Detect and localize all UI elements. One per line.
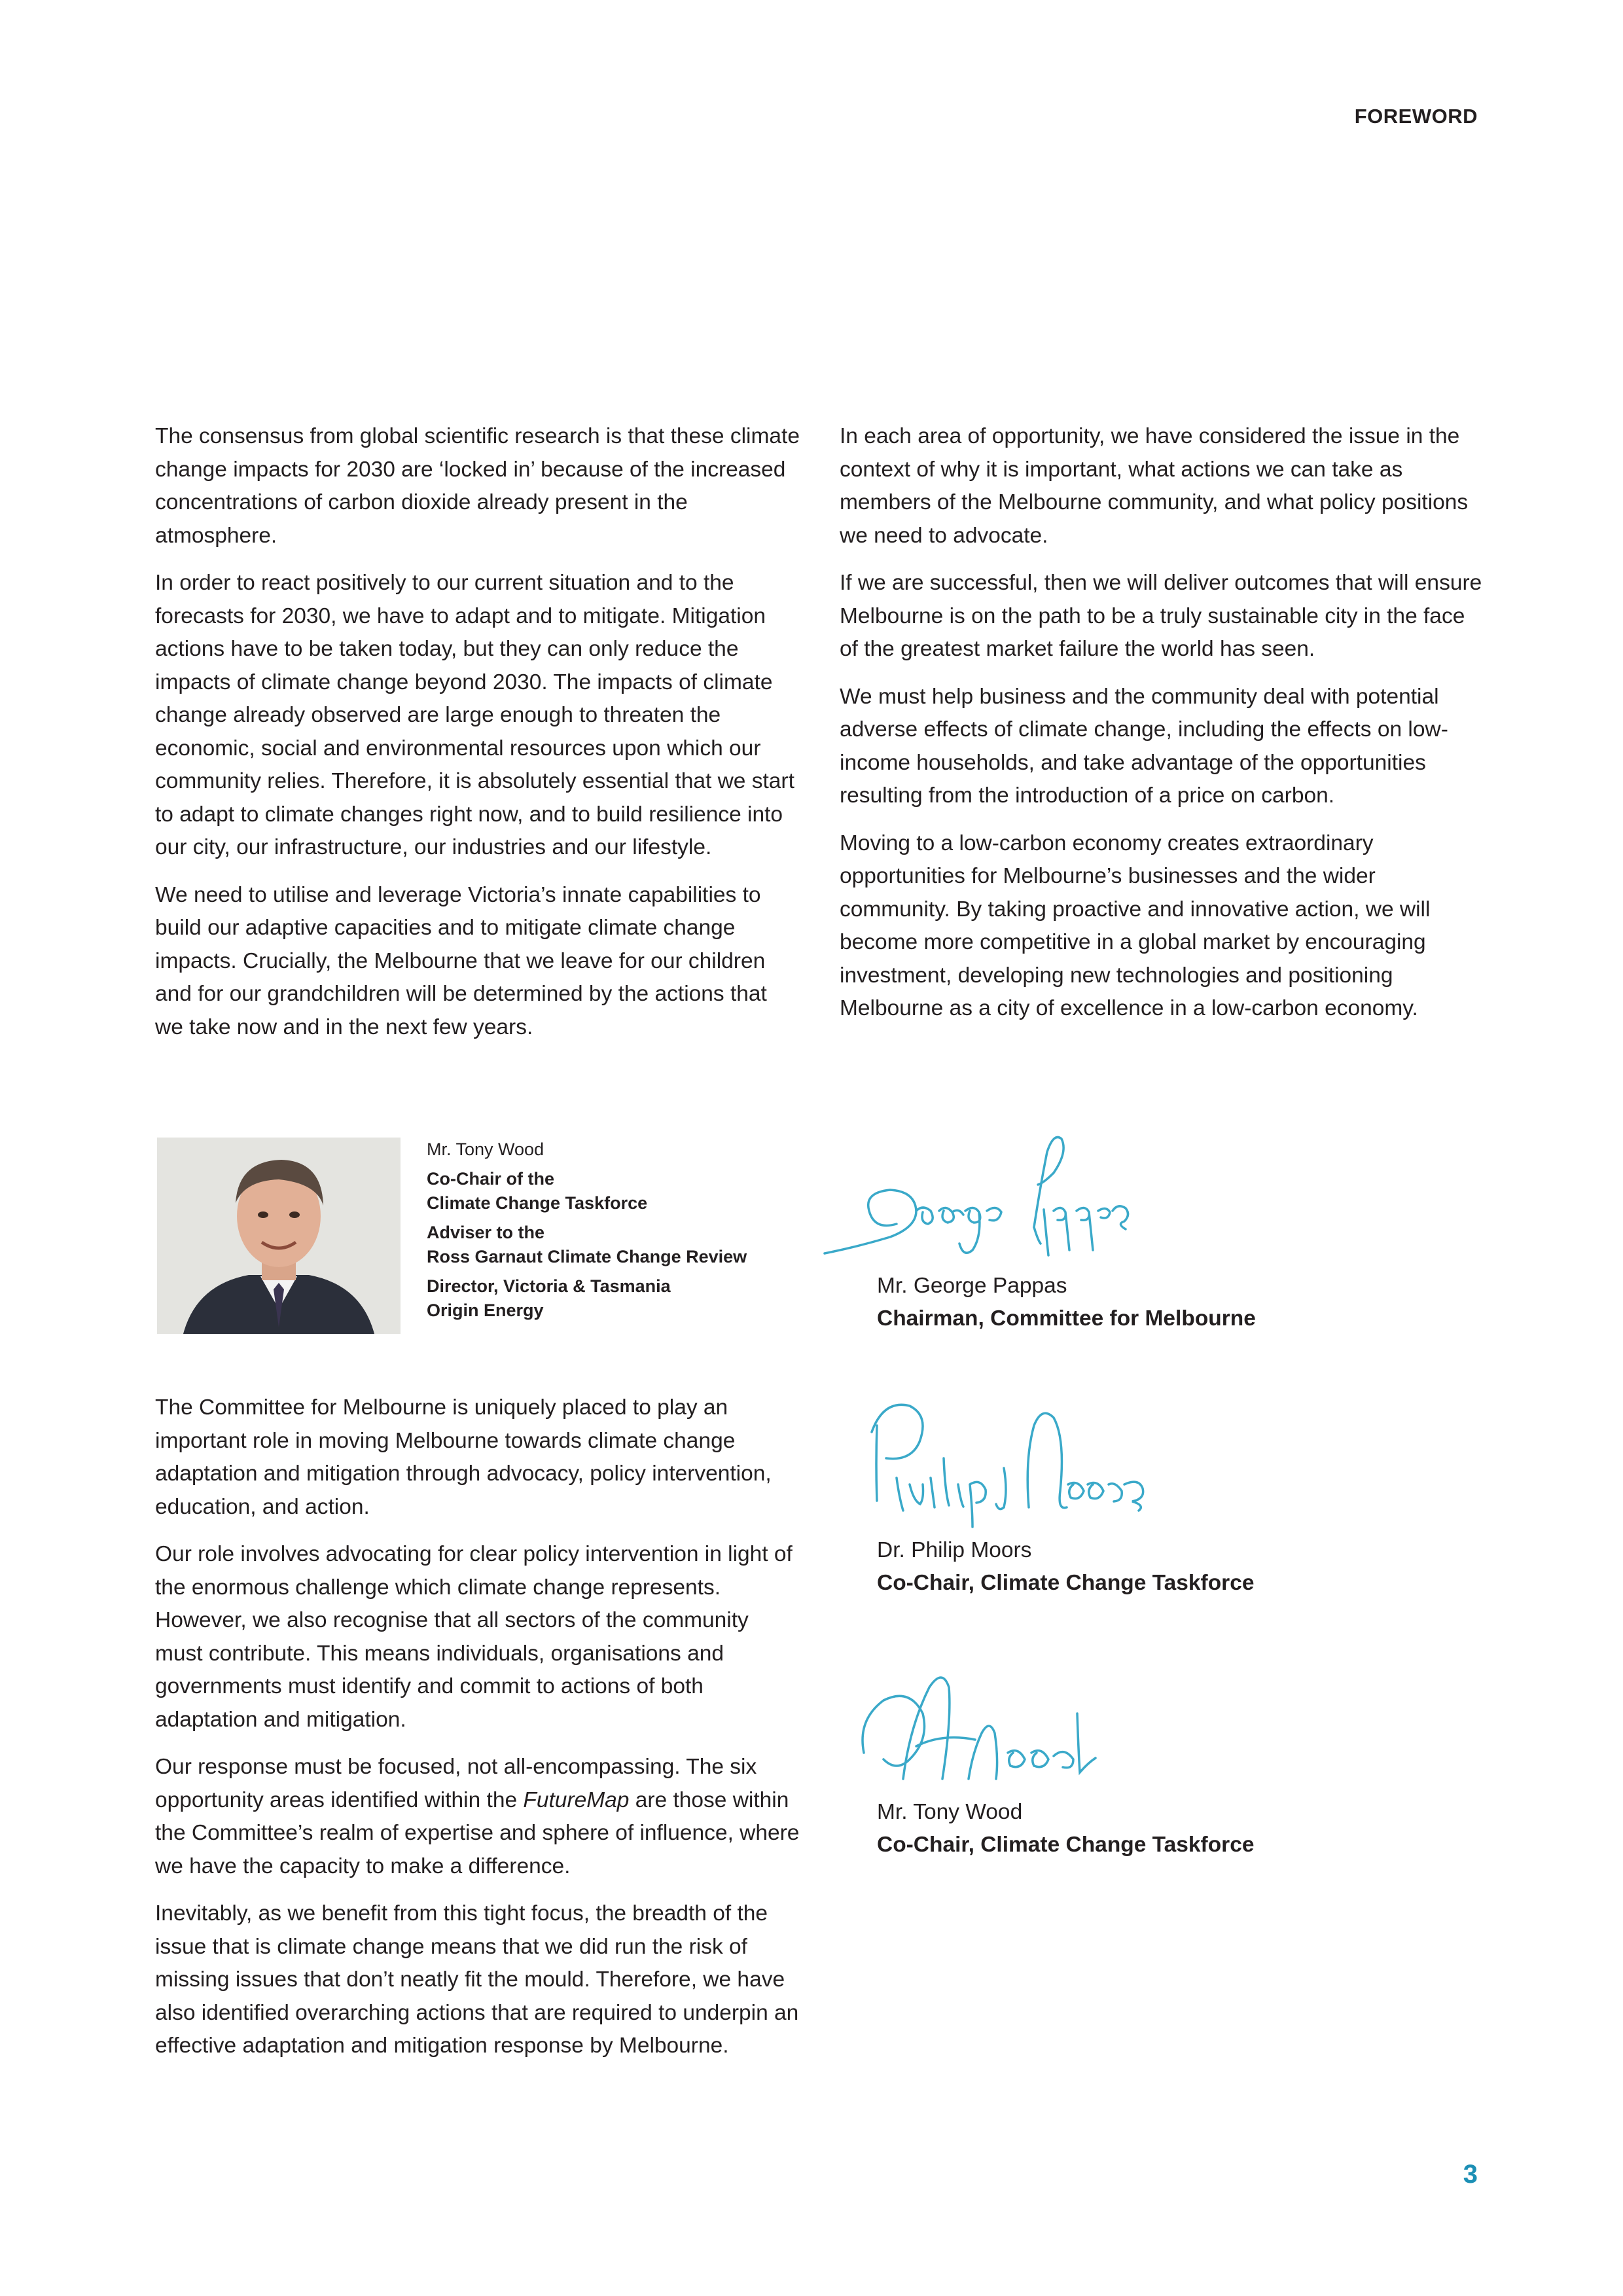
signatory-name: Mr. Tony Wood bbox=[877, 1800, 1023, 1824]
left-paragraph-1: The consensus from global scientific research is that these climate change impacts for 2030 are ‘locked in’ because of the increased concentrations of carbon dioxide already present in the atmosphere. bbox=[155, 424, 800, 548]
profile-name: Mr. Tony Wood bbox=[427, 1139, 544, 1159]
profile-photo bbox=[157, 1138, 401, 1334]
profile-role bbox=[427, 1167, 793, 1215]
signatory-name: Mr. George Pappas bbox=[877, 1274, 1067, 1298]
profile-role-line: Origin Energy bbox=[427, 1300, 544, 1320]
left-paragraph-3: We need to utilise and leverage Victoria’s innate capabilities to build our adaptive capacities and to mitigate climate change impacts. Crucially, the Melbourne that we leave for our children and for our grandchildren will be determined by the actions that we take now and in the next few years. bbox=[155, 882, 767, 1039]
profile-role bbox=[427, 1221, 793, 1269]
right-paragraph-3: We must help business and the community deal with potential adverse effects of climate change, including the effects on low-income households, and take advantage of the opportunities resulting from the introduction of a price on carbon. bbox=[840, 684, 1448, 808]
profile-role-line: Adviser to the bbox=[427, 1223, 545, 1242]
lower-paragraph-2: Our role involves advocating for clear policy intervention in light of the enormous challenge which climate change represents. However, we also recognise that all sectors of the community must contribute. This means individuals, organisations and governments must identify and commit to actions of both adaptation and mitigation. bbox=[155, 1542, 793, 1732]
profile-role-line: Co-Chair of the bbox=[427, 1169, 554, 1189]
lower-paragraph-4: Inevitably, as we benefit from this tight focus, the breadth of the issue that is climate change means that we did run the risk of missing issues that don’t neatly fit the mould. Therefore, we have also identified overarching actions that are required to underpin an effective adaptation and mitigation response by Melbourne. bbox=[155, 1901, 799, 2058]
signatory-name: Dr. Philip Moors bbox=[877, 1538, 1032, 1562]
lower-paragraph-3: Our response must be focused, not all-encompassing. The six opportunity areas identified within the FutureMap are those within the Committee’s realm of expertise and sphere of influence, where we have the capacity to make a difference. bbox=[155, 1755, 800, 1878]
left-paragraph-2: In order to react positively to our current situation and to the forecasts for 2030, we have to adapt and to mitigate. Mitigation actions have to be taken today, but they can only reduce the impacts of climate change beyond 2030. The impacts of climate change already observed are large enough to threaten the economic, social and environmental resources upon which our community relies. Therefore, it is absolutely essential that we start to adapt to climate changes right now, and to build resilience into our city, our infrastructure, our industries and our lifestyle. bbox=[155, 571, 794, 859]
lower-left-column bbox=[155, 1391, 800, 2077]
right-paragraph-2: If we are successful, then we will deliver outcomes that will ensure Melbourne is on the path to be a truly sustainable city in the face of the greatest market failure the world has seen. bbox=[840, 571, 1482, 661]
signature-moors bbox=[857, 1386, 1211, 1537]
signatory-role: Co-Chair, Climate Change Taskforce bbox=[877, 1833, 1255, 1857]
profile-card bbox=[427, 1138, 793, 1328]
section-header: FOREWORD bbox=[1354, 105, 1478, 128]
profile-role bbox=[427, 1274, 793, 1323]
profile-role-line: Ross Garnaut Climate Change Review bbox=[427, 1247, 747, 1266]
page-number: 3 bbox=[1463, 2160, 1478, 2189]
signatory-role: Chairman, Committee for Melbourne bbox=[877, 1306, 1256, 1331]
right-paragraph-1: In each area of opportunity, we have considered the issue in the context of why it is important, what actions we can take as members of the Melbourne community, and what policy positions we need to advocate. bbox=[840, 424, 1469, 548]
futuremap-title: FutureMap bbox=[523, 1787, 630, 1812]
profile-role-line: Climate Change Taskforce bbox=[427, 1193, 648, 1213]
signature-wood bbox=[844, 1648, 1132, 1805]
right-column bbox=[840, 420, 1488, 1040]
portrait-illustration bbox=[157, 1138, 401, 1334]
right-paragraph-4: Moving to a low-carbon economy creates extraordinary opportunities for Melbourne’s businesses and the wider community. By taking proactive and innovative action, we will become more competitive in a global market by encouraging investment, developing new technologies and positioning Melbourne as a city of excellence in a low-carbon economy. bbox=[840, 831, 1431, 1020]
left-column bbox=[155, 420, 800, 1058]
signatory-role: Co-Chair, Climate Change Taskforce bbox=[877, 1571, 1255, 1595]
profile-role-line: Director, Victoria & Tasmania bbox=[427, 1276, 671, 1296]
lower-paragraph-1: The Committee for Melbourne is uniquely placed to play an important role in moving Melbourne towards climate change adaptation and mitigation through advocacy, policy intervention, education, and action. bbox=[155, 1395, 772, 1519]
signature-pappas bbox=[818, 1113, 1158, 1276]
